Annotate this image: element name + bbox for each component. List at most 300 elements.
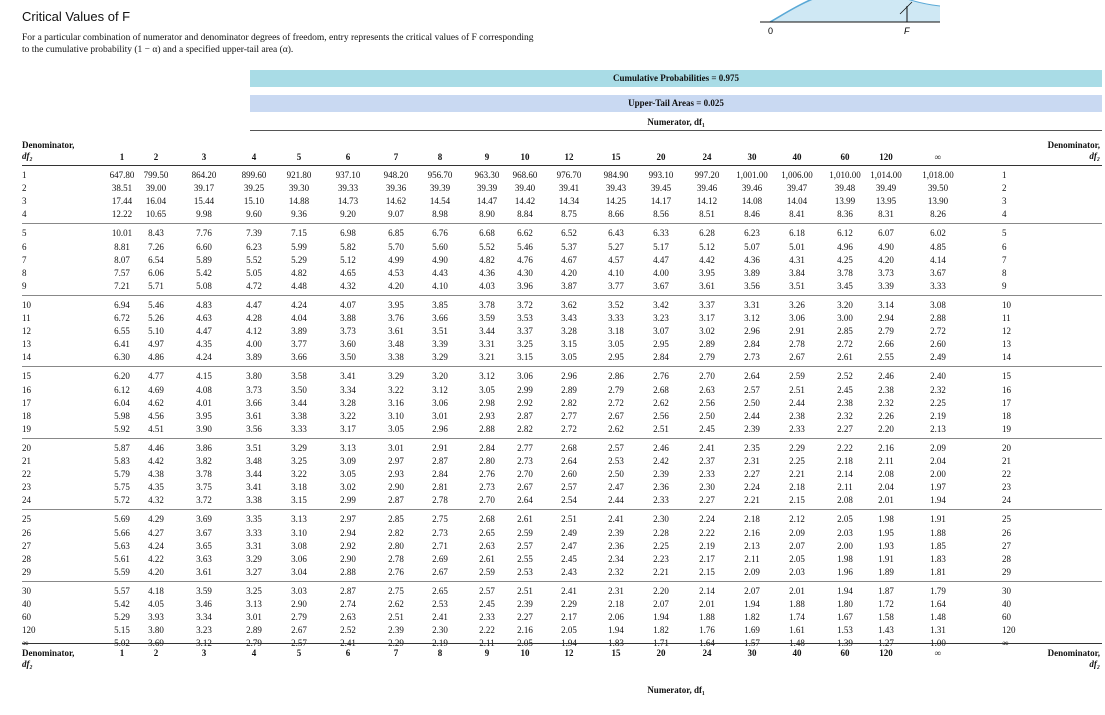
table-cell: 3.28 bbox=[340, 397, 356, 408]
table-cell: 3.20 bbox=[432, 371, 448, 382]
table-cell: 2.91 bbox=[789, 326, 805, 337]
table-cell: 3.31 bbox=[479, 339, 495, 350]
table-cell: 2.33 bbox=[789, 423, 805, 434]
table-cell: 2.05 bbox=[517, 638, 533, 649]
table-cell: 2.09 bbox=[930, 442, 946, 453]
table-cell: 1.31 bbox=[930, 625, 946, 636]
table-cell: 2.11 bbox=[479, 638, 495, 649]
table-cell: 7.26 bbox=[148, 241, 164, 252]
row-df-label: 20 bbox=[22, 442, 31, 453]
table-cell: 2.17 bbox=[561, 612, 577, 623]
table-cell: 2.65 bbox=[432, 585, 448, 596]
row-df-label: 10 bbox=[22, 299, 31, 310]
table-cell: 2.95 bbox=[608, 352, 624, 363]
table-cell: 8.56 bbox=[653, 209, 669, 220]
table-cell: 2.99 bbox=[517, 384, 533, 395]
table-cell: 2.78 bbox=[388, 553, 404, 564]
f-distribution-curve bbox=[740, 0, 940, 40]
table-cell: 2.46 bbox=[878, 371, 894, 382]
column-footer: 9 bbox=[484, 648, 490, 658]
table-cell: 3.33 bbox=[930, 280, 946, 291]
table-cell: 17.44 bbox=[111, 196, 133, 207]
table-cell: 4.42 bbox=[699, 254, 715, 265]
table-cell: 948.20 bbox=[383, 170, 409, 180]
curve-f-label: F bbox=[904, 26, 910, 36]
table-cell: 2.59 bbox=[517, 527, 533, 538]
column-header: 30 bbox=[747, 152, 757, 162]
table-cell: 4.99 bbox=[388, 254, 404, 265]
table-cell: 1.81 bbox=[930, 566, 946, 577]
table-cell: 13.90 bbox=[927, 196, 949, 207]
table-cell: 2.87 bbox=[340, 585, 356, 596]
column-header: 60 bbox=[840, 152, 850, 162]
table-cell: 2.74 bbox=[340, 599, 356, 609]
table-cell: 2.88 bbox=[340, 566, 356, 577]
table-cell: 1.88 bbox=[699, 612, 715, 623]
table-cell: 2.96 bbox=[432, 423, 448, 434]
table-cell: 2.84 bbox=[653, 352, 669, 363]
table-cell: 2.52 bbox=[837, 371, 853, 382]
table-cell: 4.22 bbox=[148, 553, 164, 564]
table-cell: 2.38 bbox=[837, 397, 853, 408]
table-cell: 5.99 bbox=[291, 241, 307, 252]
table-cell: 3.14 bbox=[878, 299, 894, 310]
table-cell: 1.27 bbox=[878, 638, 894, 649]
row-df-label: 15 bbox=[22, 371, 31, 382]
table-cell: 2.76 bbox=[653, 371, 669, 382]
table-cell: 2.50 bbox=[744, 397, 760, 408]
table-cell: 3.59 bbox=[479, 313, 495, 323]
column-footer: 30 bbox=[747, 648, 757, 658]
table-cell: 2.22 bbox=[479, 625, 495, 636]
table-cell: 4.20 bbox=[148, 566, 164, 577]
table-cell: 15.44 bbox=[193, 196, 215, 207]
table-cell: 1.79 bbox=[930, 585, 946, 596]
table-cell: 14.54 bbox=[429, 196, 451, 207]
table-cell: 976.70 bbox=[556, 170, 582, 180]
table-cell: 3.34 bbox=[196, 612, 212, 623]
table-cell: 1.85 bbox=[930, 540, 946, 551]
table-cell: 3.46 bbox=[196, 599, 212, 609]
table-cell: 3.80 bbox=[246, 371, 262, 382]
table-cell: 1.64 bbox=[930, 599, 946, 609]
table-cell: 2.68 bbox=[479, 514, 495, 525]
table-cell: 5.29 bbox=[291, 254, 307, 265]
row-df-label-right: 8 bbox=[1002, 267, 1007, 278]
row-df-label: 24 bbox=[22, 495, 31, 506]
table-cell: 1.48 bbox=[930, 612, 946, 623]
column-footer: 12 bbox=[564, 648, 574, 658]
table-cell: 2.56 bbox=[653, 410, 669, 421]
table-cell: 4.14 bbox=[930, 254, 946, 265]
table-cell: 2.20 bbox=[878, 423, 894, 434]
column-footer: 3 bbox=[201, 648, 207, 658]
table-cell: 3.78 bbox=[196, 469, 212, 480]
table-cell: 2.67 bbox=[608, 410, 624, 421]
table-cell: 1.61 bbox=[789, 625, 805, 636]
table-cell: 3.51 bbox=[432, 326, 448, 337]
table-cell: 2.32 bbox=[930, 384, 946, 395]
table-cell: 6.33 bbox=[653, 228, 669, 239]
table-cell: 3.95 bbox=[388, 299, 404, 310]
denominator-footer-right: Denominator, df₂ bbox=[1047, 648, 1100, 669]
table-cell: 2.12 bbox=[789, 514, 805, 525]
table-cell: 3.15 bbox=[561, 339, 577, 350]
table-cell: 3.93 bbox=[148, 612, 164, 623]
table-cell: 2.79 bbox=[699, 352, 715, 363]
table-cell: 4.01 bbox=[196, 397, 212, 408]
table-cell: 39.47 bbox=[786, 183, 808, 194]
header-rule bbox=[22, 165, 1102, 166]
curve-zero-label: 0 bbox=[768, 26, 774, 36]
table-cell: 3.96 bbox=[517, 280, 533, 291]
table-cell: 6.76 bbox=[432, 228, 448, 239]
table-cell: 2.57 bbox=[517, 540, 533, 551]
table-cell: 2.29 bbox=[388, 638, 404, 649]
table-cell: 2.73 bbox=[432, 527, 448, 538]
table-cell: 4.67 bbox=[561, 254, 577, 265]
row-df-label-right: 5 bbox=[1002, 228, 1007, 239]
table-cell: 2.29 bbox=[789, 442, 805, 453]
table-cell: 14.04 bbox=[786, 196, 808, 207]
table-cell: 3.05 bbox=[388, 423, 404, 434]
table-cell: 6.62 bbox=[517, 228, 533, 239]
row-df-label: 27 bbox=[22, 540, 31, 551]
table-cell: 3.56 bbox=[744, 280, 760, 291]
row-df-label-right: 10 bbox=[1002, 299, 1011, 310]
table-cell: 39.36 bbox=[385, 183, 407, 194]
table-cell: 14.34 bbox=[558, 196, 580, 207]
row-df-label: 120 bbox=[22, 625, 36, 636]
table-cell: 2.36 bbox=[608, 540, 624, 551]
table-cell: 10.01 bbox=[111, 228, 133, 239]
table-cell: 2.72 bbox=[930, 326, 946, 337]
column-footer: 24 bbox=[702, 648, 712, 658]
row-df-label: 26 bbox=[22, 527, 31, 538]
column-footer: 7 bbox=[393, 648, 399, 658]
table-cell: 3.29 bbox=[432, 352, 448, 363]
column-footer: 60 bbox=[840, 648, 850, 658]
table-cell: 3.17 bbox=[340, 423, 356, 434]
table-cell: 3.02 bbox=[699, 326, 715, 337]
table-cell: 3.75 bbox=[196, 482, 212, 493]
table-cell: 5.63 bbox=[114, 540, 130, 551]
table-cell: 3.06 bbox=[517, 371, 533, 382]
table-cell: 1.96 bbox=[837, 566, 853, 577]
table-cell: 2.16 bbox=[744, 527, 760, 538]
table-cell: 3.69 bbox=[196, 514, 212, 525]
table-cell: 2.11 bbox=[744, 553, 760, 564]
table-cell: 39.50 bbox=[927, 183, 949, 194]
table-cell: 14.88 bbox=[288, 196, 310, 207]
table-cell: 3.95 bbox=[196, 410, 212, 421]
table-cell: 2.51 bbox=[388, 612, 404, 623]
table-cell: 2.41 bbox=[608, 514, 624, 525]
table-cell: 3.17 bbox=[699, 313, 715, 323]
table-cell: 5.79 bbox=[114, 469, 130, 480]
table-cell: 4.31 bbox=[789, 254, 805, 265]
table-cell: 4.18 bbox=[148, 585, 164, 596]
table-cell: 2.49 bbox=[561, 527, 577, 538]
table-cell: 39.48 bbox=[834, 183, 856, 194]
table-cell: 8.66 bbox=[608, 209, 624, 220]
table-cell: 2.67 bbox=[291, 625, 307, 636]
table-cell: 3.80 bbox=[148, 625, 164, 636]
table-cell: 3.20 bbox=[837, 299, 853, 310]
row-df-label-right: 23 bbox=[1002, 482, 1011, 493]
table-cell: 2.90 bbox=[388, 482, 404, 493]
group-divider bbox=[22, 581, 1102, 582]
row-df-label-right: 17 bbox=[1002, 397, 1011, 408]
table-cell: 2.62 bbox=[653, 397, 669, 408]
table-cell: 3.12 bbox=[196, 638, 212, 649]
row-df-label-right: 28 bbox=[1002, 553, 1011, 564]
table-cell: 2.39 bbox=[744, 423, 760, 434]
table-cell: 1.94 bbox=[930, 495, 946, 506]
table-cell: 2.24 bbox=[744, 482, 760, 493]
table-cell: 2.07 bbox=[653, 599, 669, 609]
table-cell: 2.59 bbox=[789, 371, 805, 382]
table-cell: 14.25 bbox=[605, 196, 627, 207]
table-cell: 5.52 bbox=[479, 241, 495, 252]
table-cell: 2.34 bbox=[608, 553, 624, 564]
column-header: 20 bbox=[656, 152, 666, 162]
table-cell: 6.23 bbox=[246, 241, 262, 252]
row-df-label: 23 bbox=[22, 482, 31, 493]
column-header: 120 bbox=[879, 152, 893, 162]
table-cell: 4.83 bbox=[196, 299, 212, 310]
table-cell: 39.45 bbox=[650, 183, 672, 194]
table-cell: 2.14 bbox=[837, 469, 853, 480]
row-df-label: 22 bbox=[22, 469, 31, 480]
table-cell: 1.69 bbox=[744, 625, 760, 636]
row-df-label-right: 13 bbox=[1002, 339, 1011, 350]
table-cell: 4.32 bbox=[148, 495, 164, 506]
table-cell: 984.90 bbox=[603, 170, 629, 180]
table-cell: 1.58 bbox=[878, 612, 894, 623]
table-cell: 2.76 bbox=[388, 566, 404, 577]
row-df-label-right: 22 bbox=[1002, 469, 1011, 480]
table-cell: 39.17 bbox=[193, 183, 215, 194]
row-df-label: 6 bbox=[22, 241, 27, 252]
table-cell: 5.08 bbox=[196, 280, 212, 291]
table-cell: 2.80 bbox=[479, 456, 495, 466]
table-cell: 2.05 bbox=[837, 514, 853, 525]
table-cell: 2.64 bbox=[561, 456, 577, 466]
table-cell: 2.49 bbox=[930, 352, 946, 363]
table-cell: 3.45 bbox=[837, 280, 853, 291]
table-cell: 2.75 bbox=[432, 514, 448, 525]
table-cell: 2.18 bbox=[837, 456, 853, 466]
row-df-label-right: 120 bbox=[1002, 625, 1016, 636]
table-cell: 3.05 bbox=[340, 469, 356, 480]
column-footer: 5 bbox=[296, 648, 302, 658]
table-cell: 2.60 bbox=[561, 469, 577, 480]
table-cell: 2.57 bbox=[744, 384, 760, 395]
table-cell: 4.90 bbox=[432, 254, 448, 265]
table-cell: 2.21 bbox=[653, 566, 669, 577]
column-header: ∞ bbox=[934, 152, 942, 162]
table-cell: 3.66 bbox=[291, 352, 307, 363]
table-cell: 2.11 bbox=[878, 456, 894, 466]
row-df-label-right: 24 bbox=[1002, 495, 1011, 506]
table-cell: 4.03 bbox=[479, 280, 495, 291]
table-cell: 3.43 bbox=[561, 313, 577, 323]
table-cell: 1.94 bbox=[837, 585, 853, 596]
table-cell: 3.85 bbox=[432, 299, 448, 310]
table-cell: 1.97 bbox=[930, 482, 946, 493]
table-cell: 3.08 bbox=[291, 540, 307, 551]
table-cell: 997.20 bbox=[694, 170, 720, 180]
table-cell: 1,014.00 bbox=[870, 170, 902, 180]
table-cell: 3.78 bbox=[837, 267, 853, 278]
table-cell: 2.88 bbox=[479, 423, 495, 434]
table-cell: 2.80 bbox=[388, 540, 404, 551]
row-df-label-right: 19 bbox=[1002, 423, 1011, 434]
row-df-label: 2 bbox=[22, 183, 27, 194]
table-cell: 2.57 bbox=[561, 482, 577, 493]
table-cell: 2.61 bbox=[517, 514, 533, 525]
table-cell: 4.96 bbox=[837, 241, 853, 252]
table-cell: 2.39 bbox=[388, 625, 404, 636]
table-cell: 4.72 bbox=[246, 280, 262, 291]
table-cell: 3.51 bbox=[789, 280, 805, 291]
table-cell: 2.39 bbox=[653, 469, 669, 480]
table-cell: 3.44 bbox=[479, 326, 495, 337]
row-df-label-right: 14 bbox=[1002, 352, 1011, 363]
table-cell: 3.08 bbox=[930, 299, 946, 310]
table-cell: 6.02 bbox=[930, 228, 946, 239]
table-cell: 2.47 bbox=[608, 482, 624, 493]
table-cell: 2.44 bbox=[608, 495, 624, 506]
table-cell: 6.07 bbox=[878, 228, 894, 239]
table-cell: 2.22 bbox=[837, 442, 853, 453]
table-cell: 3.63 bbox=[196, 553, 212, 564]
table-cell: 4.24 bbox=[291, 299, 307, 310]
table-cell: 3.59 bbox=[196, 585, 212, 596]
table-cell: 2.79 bbox=[878, 326, 894, 337]
denominator-label-right: Denominator, df₂ bbox=[1047, 140, 1100, 161]
table-cell: 3.15 bbox=[291, 495, 307, 506]
group-divider bbox=[22, 366, 1102, 367]
table-cell: 6.06 bbox=[148, 267, 164, 278]
table-cell: 2.43 bbox=[561, 566, 577, 577]
table-cell: 9.07 bbox=[388, 209, 404, 220]
table-cell: 1.94 bbox=[653, 612, 669, 623]
table-cell: 3.86 bbox=[196, 442, 212, 453]
table-cell: 6.68 bbox=[479, 228, 495, 239]
table-cell: 8.75 bbox=[561, 209, 577, 220]
table-cell: 2.30 bbox=[699, 482, 715, 493]
column-footer: 10 bbox=[520, 648, 530, 658]
table-cell: 3.27 bbox=[246, 566, 262, 577]
table-cell: 5.05 bbox=[246, 267, 262, 278]
table-cell: 39.49 bbox=[875, 183, 897, 194]
table-cell: 2.20 bbox=[653, 585, 669, 596]
table-cell: 2.06 bbox=[608, 612, 624, 623]
table-cell: 1.82 bbox=[653, 625, 669, 636]
table-cell: 1.71 bbox=[653, 638, 669, 649]
table-cell: 5.17 bbox=[653, 241, 669, 252]
table-cell: 1.98 bbox=[837, 553, 853, 564]
table-cell: 7.76 bbox=[196, 228, 212, 239]
table-cell: 2.32 bbox=[837, 410, 853, 421]
table-cell: 3.25 bbox=[246, 585, 262, 596]
table-cell: 4.10 bbox=[608, 267, 624, 278]
table-cell: 5.92 bbox=[114, 423, 130, 434]
table-cell: 3.66 bbox=[432, 313, 448, 323]
table-cell: 2.56 bbox=[699, 397, 715, 408]
table-cell: 6.98 bbox=[340, 228, 356, 239]
table-cell: 2.18 bbox=[608, 599, 624, 609]
table-cell: 2.87 bbox=[388, 495, 404, 506]
table-cell: 5.42 bbox=[114, 599, 130, 609]
table-cell: 9.36 bbox=[291, 209, 307, 220]
column-footer: 15 bbox=[611, 648, 621, 658]
table-cell: 16.04 bbox=[145, 196, 167, 207]
table-cell: 2.16 bbox=[878, 442, 894, 453]
column-footer: 8 bbox=[437, 648, 443, 658]
table-cell: 4.38 bbox=[148, 469, 164, 480]
row-df-label-right: 1 bbox=[1002, 170, 1007, 180]
table-cell: 2.45 bbox=[479, 599, 495, 609]
table-cell: 2.51 bbox=[789, 384, 805, 395]
table-cell: 2.31 bbox=[608, 585, 624, 596]
table-cell: 3.37 bbox=[517, 326, 533, 337]
column-footer: 4 bbox=[251, 648, 257, 658]
table-cell: 14.17 bbox=[650, 196, 672, 207]
column-header: 24 bbox=[702, 152, 712, 162]
table-cell: 2.24 bbox=[699, 514, 715, 525]
table-cell: 3.22 bbox=[291, 469, 307, 480]
table-cell: 3.61 bbox=[699, 280, 715, 291]
row-df-label: 17 bbox=[22, 397, 31, 408]
table-cell: 2.35 bbox=[744, 442, 760, 453]
row-df-label-right: 21 bbox=[1002, 456, 1011, 466]
column-header: 2 bbox=[153, 152, 159, 162]
table-cell: 2.82 bbox=[517, 423, 533, 434]
table-cell: 1.00 bbox=[930, 638, 946, 649]
table-cell: 8.46 bbox=[744, 209, 760, 220]
table-cell: 1.53 bbox=[837, 625, 853, 636]
table-cell: 2.92 bbox=[340, 540, 356, 551]
table-cell: 2.41 bbox=[561, 585, 577, 596]
table-cell: 2.41 bbox=[699, 442, 715, 453]
cumulative-probability-bar: Cumulative Probabilities = 0.975 bbox=[250, 70, 1102, 87]
column-header: 8 bbox=[437, 152, 443, 162]
table-cell: 3.72 bbox=[196, 495, 212, 506]
column-header: 7 bbox=[393, 152, 399, 162]
table-cell: 3.39 bbox=[878, 280, 894, 291]
table-cell: 4.30 bbox=[517, 267, 533, 278]
table-cell: 10.65 bbox=[145, 209, 167, 220]
table-cell: 3.13 bbox=[246, 599, 262, 609]
table-cell: 2.84 bbox=[744, 339, 760, 350]
column-footer: ∞ bbox=[934, 648, 942, 658]
row-df-label: 9 bbox=[22, 280, 27, 291]
table-cell: 7.15 bbox=[291, 228, 307, 239]
table-cell: 1.39 bbox=[837, 638, 853, 649]
table-cell: 2.73 bbox=[744, 352, 760, 363]
row-df-label-right: 25 bbox=[1002, 514, 1011, 525]
table-cell: 9.20 bbox=[340, 209, 356, 220]
table-cell: 14.08 bbox=[741, 196, 763, 207]
table-cell: 2.90 bbox=[291, 599, 307, 609]
table-cell: 2.79 bbox=[246, 638, 262, 649]
table-cell: 2.01 bbox=[878, 495, 894, 506]
table-cell: 2.64 bbox=[744, 371, 760, 382]
table-cell: 2.25 bbox=[789, 456, 805, 466]
